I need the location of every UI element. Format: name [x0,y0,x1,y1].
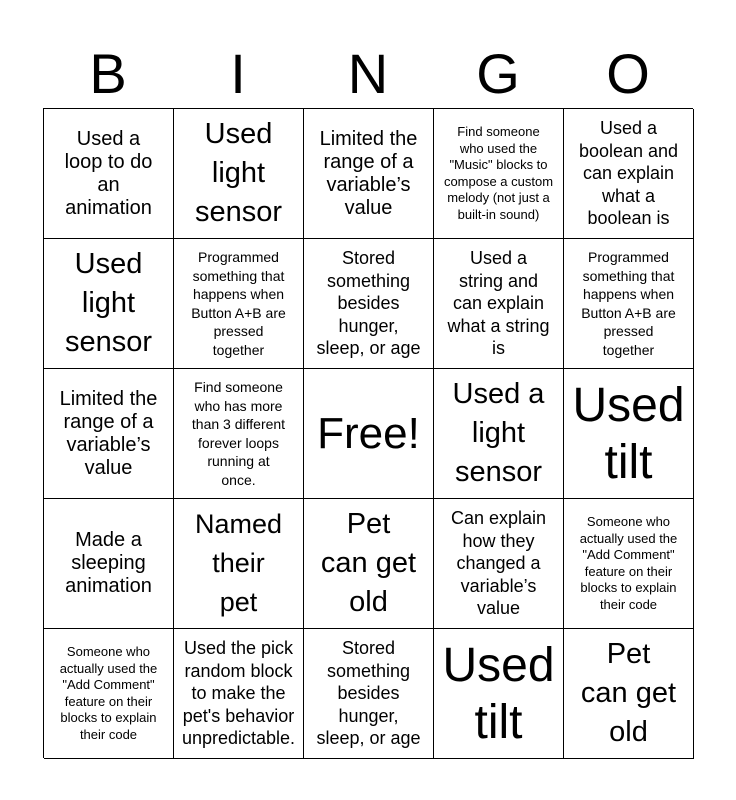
cell-text: Someone who actually used the "Add Comment" feature on their blocks to explain their code [579,514,678,612]
cell-text: Used tilt [442,638,555,749]
cell-text: Find someone who has more than 3 different forever loops running at once. [191,379,286,488]
bingo-cell-free[interactable] [304,369,434,499]
cell-text: Stored something besides hunger, sleep, or age [316,248,421,359]
cell-text: Used light sensor [64,248,153,358]
bingo-cell-r5c5[interactable] [564,629,694,759]
bingo-cell-r4c4[interactable] [434,499,564,629]
bingo-cell-r5c2[interactable] [174,629,304,759]
bingo-cell-r2c3[interactable] [304,239,434,369]
cell-text: Limited the range of a variable’s value [59,387,158,479]
bingo-cell-r4c5[interactable] [564,499,694,629]
cell-text: Used tilt [572,378,685,489]
header-letter-g: G [476,42,520,105]
cell-text: Pet can get old [320,508,417,618]
bingo-cell-r5c1[interactable] [44,629,174,759]
cell-text: Someone who actually used the "Add Comment" feature on their blocks to explain their code [59,644,158,742]
cell-text: Programmed something that happens when Button A+B are pressed together [581,249,676,358]
bingo-cell-r1c3[interactable] [304,109,434,239]
bingo-cell-r1c1[interactable] [44,109,174,239]
header-letter-n: N [347,42,389,105]
bingo-cell-r2c2[interactable] [174,239,304,369]
header-letter-i: I [230,42,246,105]
header-letter-o: O [606,42,650,105]
bingo-cell-r1c4[interactable] [434,109,564,239]
bingo-cell-r3c5[interactable] [564,369,694,499]
bingo-header [43,40,693,108]
cell-text: Used a light sensor [452,378,545,488]
bingo-cell-r4c1[interactable] [44,499,174,629]
cell-text: Pet can get old [580,638,677,748]
header-letter-b: B [89,42,127,105]
cell-text: Used a boolean and can explain what a boolean is [578,118,679,229]
bingo-cell-r2c1[interactable] [44,239,174,369]
bingo-cell-r2c4[interactable] [434,239,564,369]
cell-text: Can explain how they changed a variable’s value [450,508,547,619]
bingo-cell-r5c3[interactable] [304,629,434,759]
bingo-cell-r4c2[interactable] [174,499,304,629]
bingo-grid [43,108,693,758]
bingo-cell-r3c1[interactable] [44,369,174,499]
cell-text: Find someone who used the "Music" blocks to compose a custom melody (not just a built-in sound) [443,124,554,222]
cell-text: Programmed something that happens when Button A+B are pressed together [191,249,286,358]
bingo-cell-r4c3[interactable] [304,499,434,629]
bingo-cell-r1c2[interactable] [174,109,304,239]
cell-text: Limited the range of a variable’s value [319,127,418,219]
cell-text: Made a sleeping animation [65,529,152,597]
bingo-cell-r3c2[interactable] [174,369,304,499]
cell-text: Used a loop to do an animation [64,127,153,219]
cell-text: Stored something besides hunger, sleep, or age [316,638,421,749]
bingo-cell-r2c5[interactable] [564,239,694,369]
bingo-cell-r1c5[interactable] [564,109,694,239]
bingo-cell-r5c4[interactable] [434,629,564,759]
bingo-cell-r3c4[interactable] [434,369,564,499]
free-space-text: Free! [317,408,420,458]
cell-text: Used light sensor [194,118,283,228]
cell-text: Used a string and can explain what a string is [447,248,550,359]
cell-text: Used the pick random block to make the pet's behavior unpredictable. [181,638,296,749]
cell-text: Named their pet [194,509,283,617]
